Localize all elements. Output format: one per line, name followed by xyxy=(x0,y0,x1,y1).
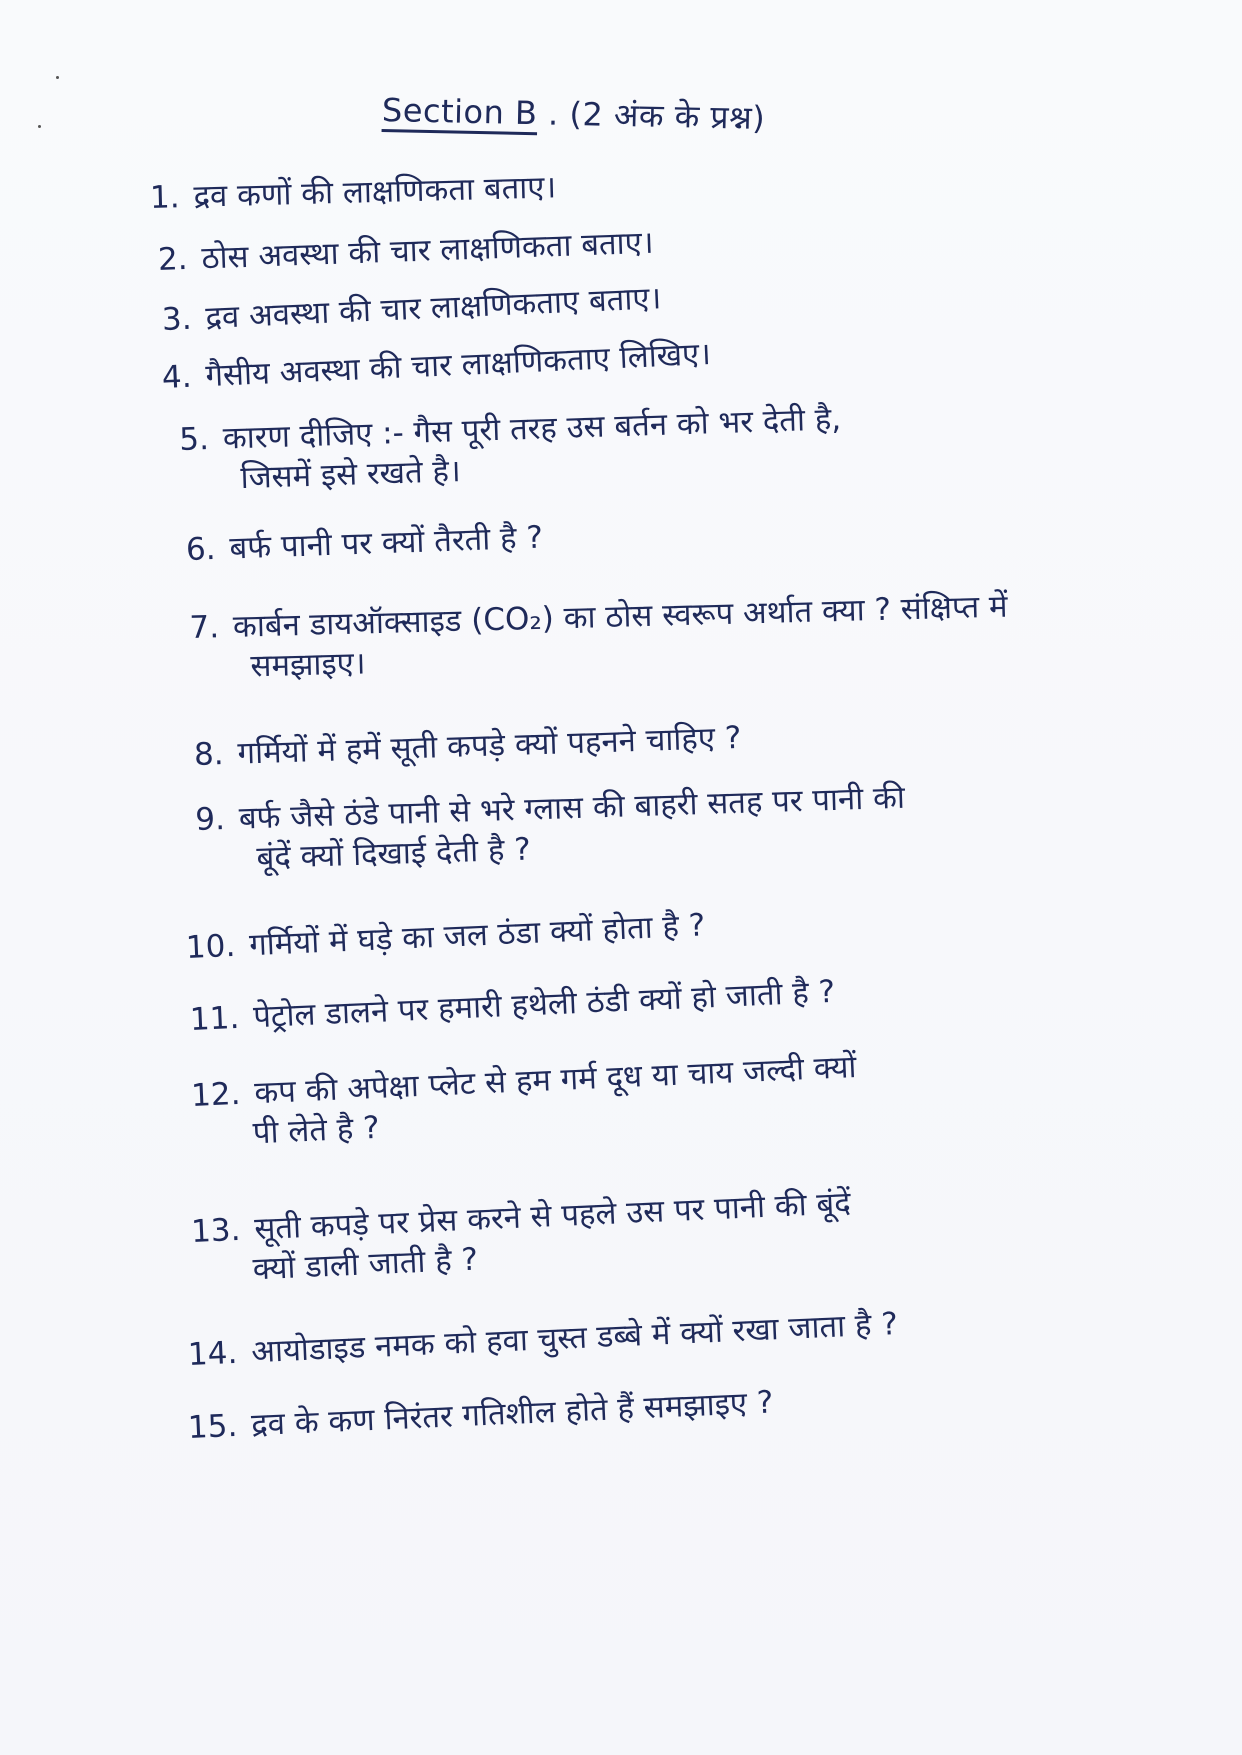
question-11 xyxy=(189,972,836,1040)
question-number: 4. xyxy=(161,358,193,396)
question-number: 10. xyxy=(185,927,237,966)
question-1 xyxy=(149,167,556,218)
question-text: सूती कपड़े पर प्रेस करने से पहले उस पर पानी की बूंदें xyxy=(253,1185,852,1248)
question-number: 5. xyxy=(178,421,210,459)
question-text: कार्बन डायऑक्साइड (CO₂) का ठोस स्वरूप अर्थात क्या ? संक्षिप्त में xyxy=(232,588,1009,645)
question-text: कप की अपेक्षा प्लेट से हम गर्म दूध या चाय जल्दी क्यों xyxy=(253,1048,858,1112)
question-3 xyxy=(161,278,662,340)
question-number: 13. xyxy=(190,1211,242,1251)
question-text-continued: क्यों डाली जाती है ? xyxy=(252,1241,479,1288)
scan-speck xyxy=(38,125,41,128)
question-text-continued: जिसमें इसे रखते है। xyxy=(240,453,462,497)
question-text-continued: समझाइए। xyxy=(250,645,367,685)
question-number: 8. xyxy=(193,736,225,773)
question-number: 15. xyxy=(187,1407,239,1446)
question-number: 9. xyxy=(194,801,226,839)
question-text: द्रव अवस्था की चार लाक्षणिकताए बताए। xyxy=(204,280,662,337)
question-number: 7. xyxy=(189,609,220,647)
question-15 xyxy=(187,1382,774,1448)
question-number: 6. xyxy=(185,530,217,568)
question-text: बर्फ जैसे ठंडे पानी से भरे ग्लास की बाहरी सतह पर पानी की xyxy=(238,779,906,837)
question-text: गैसीय अवस्था की चार लाक्षणिकताए लिखिए। xyxy=(204,336,712,395)
question-text: पेट्रोल डालने पर हमारी हथेली ठंडी क्यों हो जाती है ? xyxy=(252,973,836,1036)
question-number: 11. xyxy=(189,999,241,1038)
question-8 xyxy=(193,718,742,775)
question-number: 1. xyxy=(149,179,181,216)
section-heading xyxy=(382,88,766,139)
question-7 xyxy=(189,587,1009,688)
question-4 xyxy=(161,334,712,398)
question-5 xyxy=(179,399,843,500)
question-number: 12. xyxy=(190,1075,242,1115)
question-number: 3. xyxy=(161,300,193,338)
question-text: द्रव के कण निरंतर गतिशील होते हैं समझाइए ? xyxy=(250,1384,775,1444)
question-10 xyxy=(185,905,706,968)
question-text: बर्फ पानी पर क्यों तैरती है ? xyxy=(228,519,544,567)
question-text-continued: पी लेते है ? xyxy=(252,1109,381,1152)
question-text: द्रव कणों की लाक्षणिकता बताए। xyxy=(193,169,557,215)
question-text: ठोस अवस्था की चार लाक्षणिकता बताए। xyxy=(200,224,655,277)
question-2 xyxy=(157,223,654,280)
question-14 xyxy=(187,1304,898,1375)
question-number: 2. xyxy=(157,240,189,278)
marks-note: . (2 अंक के प्रश्न) xyxy=(547,94,766,138)
scan-speck xyxy=(56,76,59,79)
question-text: गर्मियों में घड़े का जल ठंडा क्यों होता है ? xyxy=(248,907,706,964)
question-text-continued: बूंदें क्यों दिखाई देती है ? xyxy=(256,831,532,877)
section-title: Section B xyxy=(381,91,538,133)
question-13 xyxy=(190,1183,853,1292)
question-6 xyxy=(185,518,543,570)
question-text: आयोडाइड नमक को हवा चुस्त डब्बे में क्यों रखा जाता है ? xyxy=(250,1306,899,1371)
question-12 xyxy=(190,1047,859,1156)
question-9 xyxy=(195,778,907,880)
question-text: गर्मियों में हमें सूती कपड़े क्यों पहनने चाहिए ? xyxy=(236,719,742,772)
question-number: 14. xyxy=(187,1334,239,1373)
question-text: कारण दीजिए :- गैस पूरी तरह उस बर्तन को भर देती है, xyxy=(222,401,842,457)
